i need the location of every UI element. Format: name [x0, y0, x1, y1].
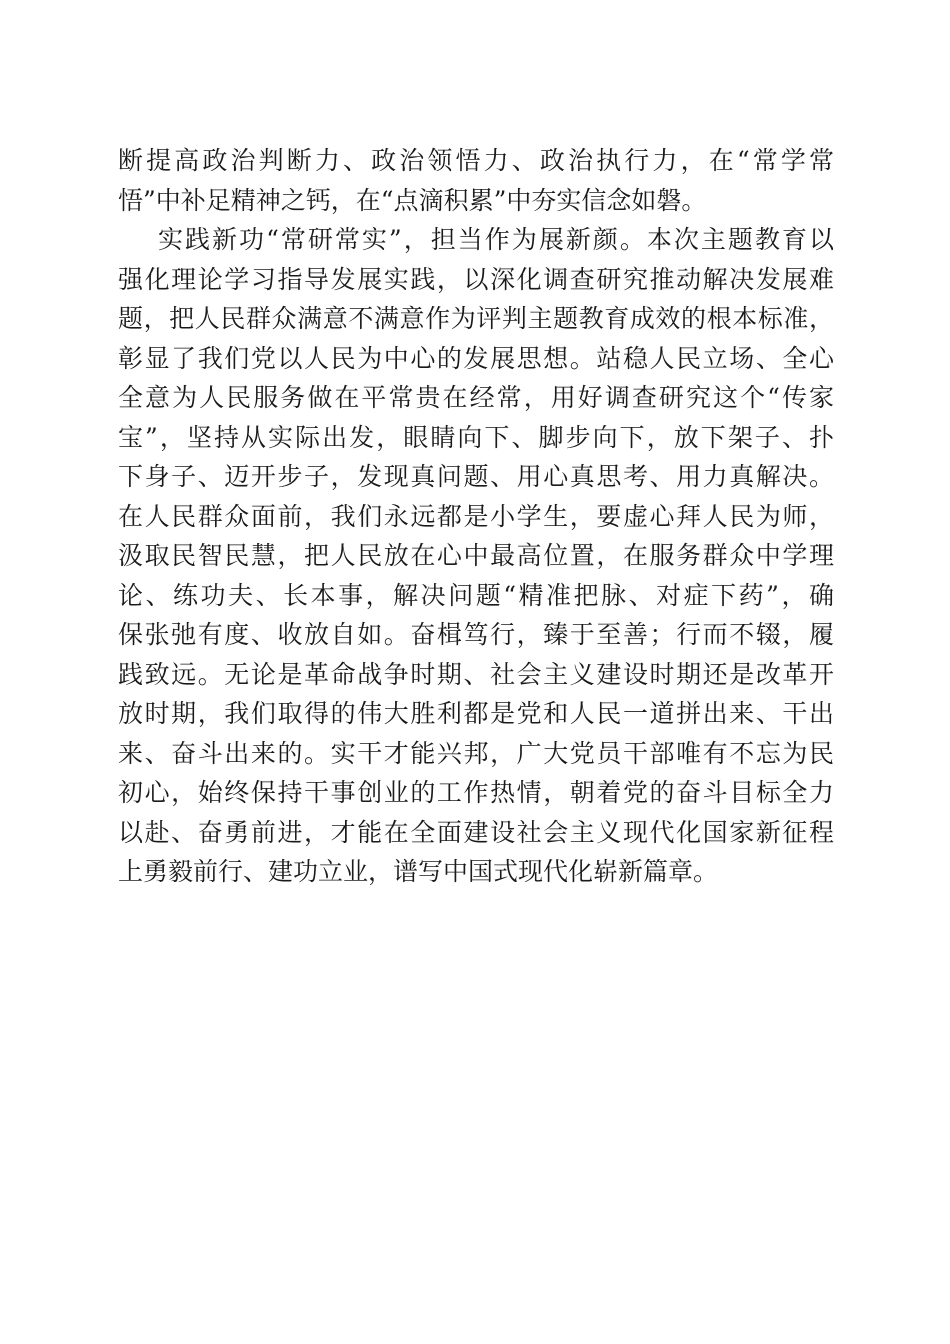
- text-line: 保张弛有度、收放自如。奋楫笃行，臻于至善；行而不辍，履: [118, 620, 834, 649]
- text-line: 论、练功夫、长本事，解决问题“精准把脉、对症下药”，确: [118, 580, 834, 610]
- text-line: 实践新功“常研常实”，担当作为展新颜。本次主题教育以: [158, 225, 834, 254]
- body-text: [118, 141, 834, 892]
- text-line: 以赴、奋勇前进，才能在全面建设社会主义现代化国家新征程: [118, 817, 834, 847]
- text-line: 强化理论学习指导发展实践，以深化调查研究推动解决发展难: [118, 264, 834, 294]
- text-line: 彰显了我们党以人民为中心的发展思想。站稳人民立场、全心: [118, 343, 834, 373]
- text-line: 断提高政治判断力、政治领悟力、政治执行力，在“常学常: [118, 146, 834, 175]
- text-line: 题，把人民群众满意不满意作为评判主题教育成效的根本标准，: [118, 304, 834, 333]
- text-line: 放时期，我们取得的伟大胜利都是党和人民一道拼出来、干出: [118, 699, 834, 728]
- text-line: 初心，始终保持干事创业的工作热情，朝着党的奋斗目标全力: [118, 778, 834, 807]
- text-line: 全意为人民服务做在平常贵在经常，用好调查研究这个“传家: [118, 383, 834, 412]
- text-line: 在人民群众面前，我们永远都是小学生，要虚心拜人民为师，: [118, 501, 834, 531]
- text-line: 上勇毅前行、建功立业，谱写中国式现代化崭新篇章。: [118, 857, 719, 886]
- text-line: 践致远。无论是革命战争时期、社会主义建设时期还是改革开: [118, 659, 834, 689]
- text-line: 悟”中补足精神之钙，在“点滴积累”中夯实信念如磐。: [118, 185, 707, 215]
- text-line: 汲取民智民慧，把人民放在心中最高位置，在服务群众中学理: [118, 541, 834, 570]
- text-line: 下身子、迈开步子，发现真问题、用心真思考、用力真解决。: [118, 462, 834, 491]
- text-line: 来、奋斗出来的。实干才能兴邦，广大党员干部唯有不忘为民: [118, 738, 834, 768]
- text-line: 宝”，坚持从实际出发，眼睛向下、脚步向下，放下架子、扑: [118, 422, 834, 452]
